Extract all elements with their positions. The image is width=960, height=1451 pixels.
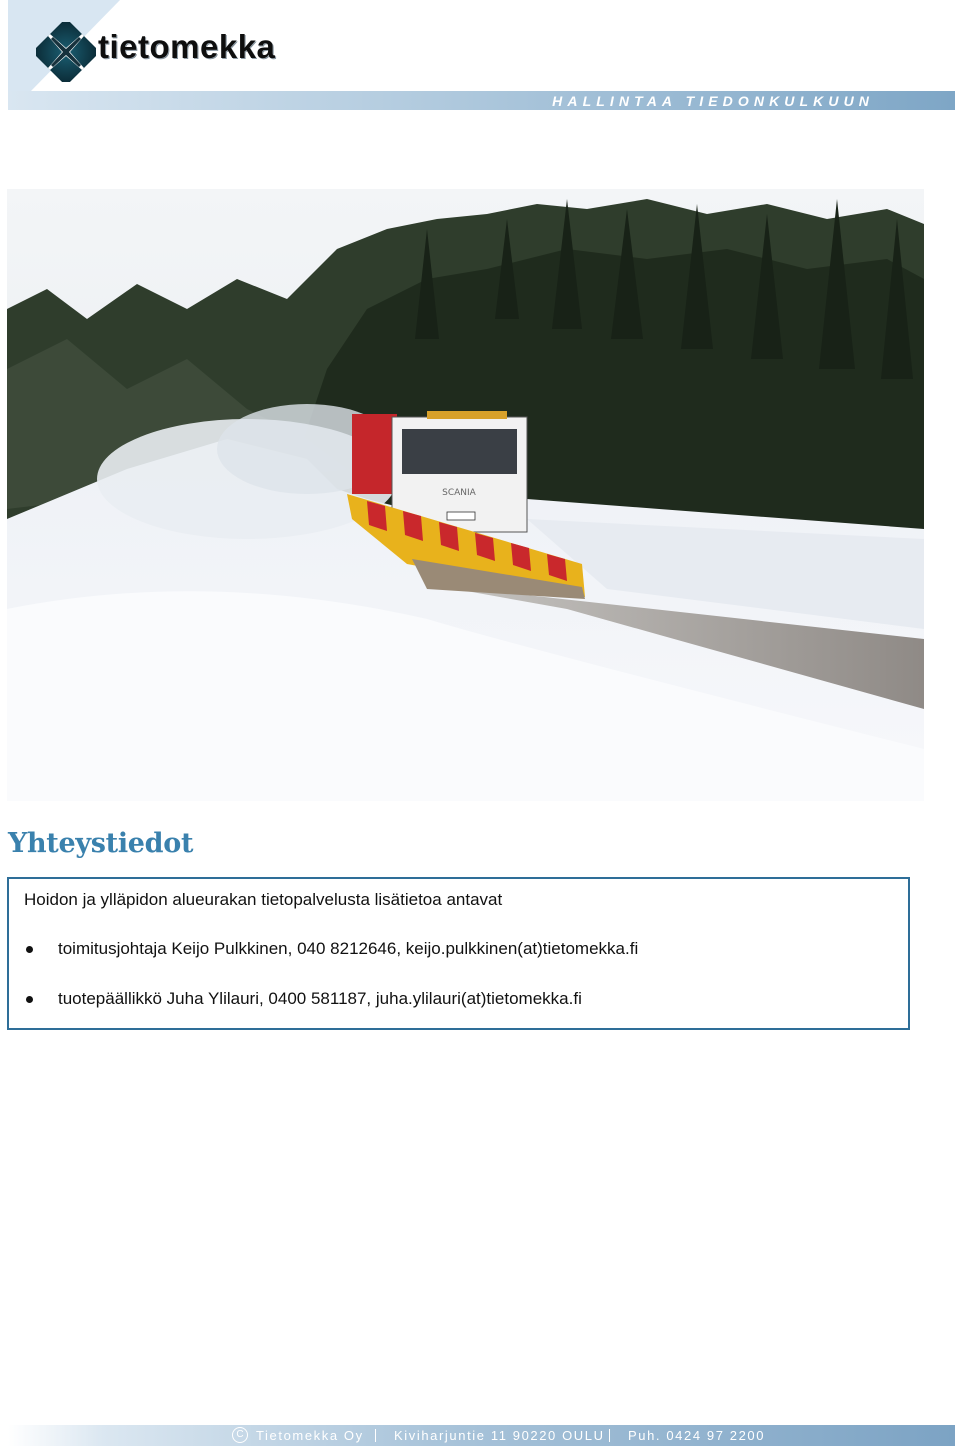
contact-item-text: toimitusjohtaja Keijo Pulkkinen, 040 8212646, keijo.pulkkinen(at)tietomekka.fi [58,939,639,958]
contact-intro: Hoidon ja ylläpidon alueurakan tietopalvelusta lisätietoa antavat [24,890,503,909]
footer-address: Kiviharjuntie 11 90220 OULU [394,1428,605,1443]
bullet-icon [26,946,33,953]
logo-x-icon [36,22,96,82]
footer-company: Tietomekka Oy [256,1428,364,1443]
logo-wordmark: tietomekka [98,28,276,65]
footer-phone: Puh. 0424 97 2200 [628,1428,766,1443]
snowplow-photo [7,189,924,801]
copyright-icon: C [232,1427,248,1443]
footer-separator [375,1429,376,1442]
header-tagline: HALLINTAA TIEDONKULKUUN [552,93,874,109]
footer-separator [609,1429,610,1442]
contact-box [7,877,910,1030]
contact-item-text: tuotepäällikkö Juha Ylilauri, 0400 581187, juha.ylilauri(at)tietomekka.fi [58,989,582,1008]
bullet-icon [26,996,33,1003]
truck-brand-label: SCANIA [442,488,476,498]
section-title: Yhteystiedot [8,828,194,859]
